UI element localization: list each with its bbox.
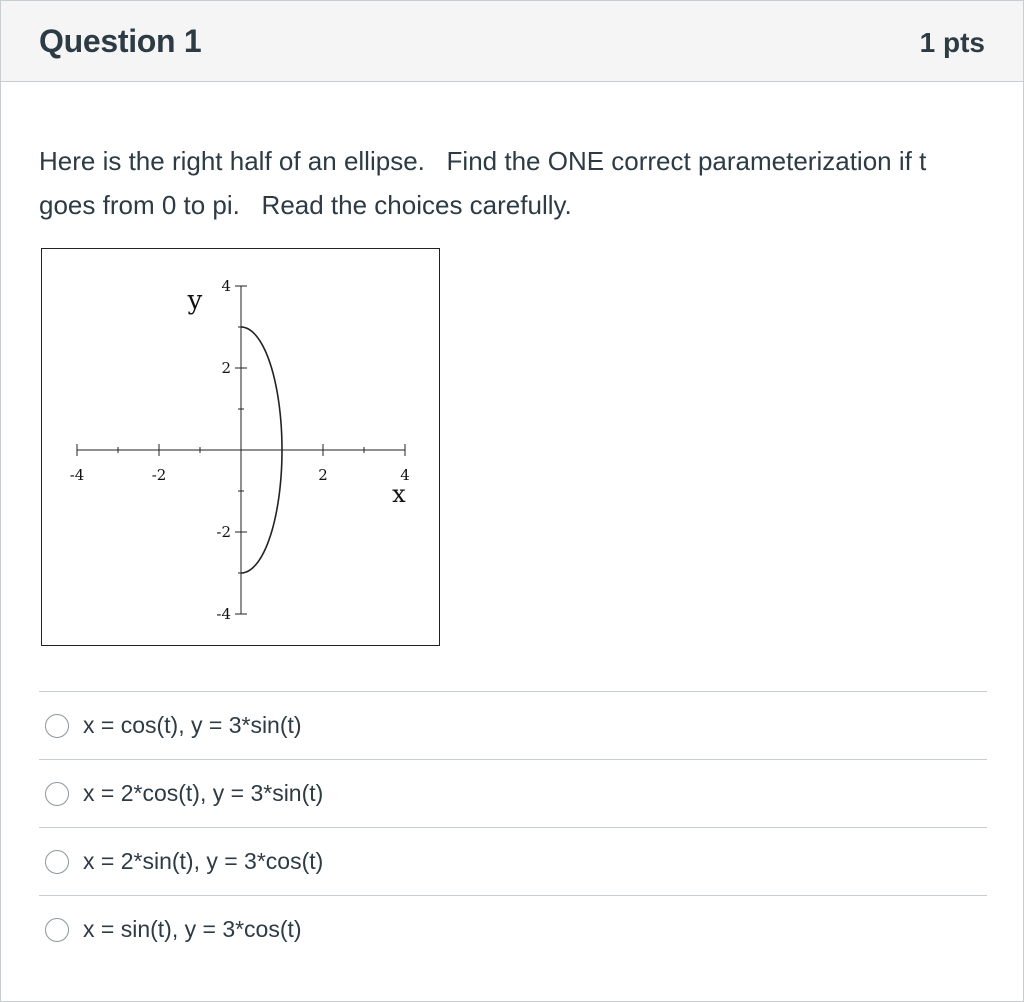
x-axis-label: x — [392, 480, 406, 508]
answer-option[interactable] — [39, 827, 987, 895]
answer-option[interactable] — [39, 895, 987, 963]
x-tick-label: 2 — [318, 466, 328, 484]
x-tick-label: -4 — [69, 466, 85, 484]
x-tick-label: 4 — [400, 466, 410, 484]
answer-label: x = 2*cos(t), y = 3*sin(t) — [83, 780, 324, 806]
radio-button[interactable] — [45, 714, 69, 738]
y-tick-label: 2 — [221, 359, 231, 377]
question-points: 1 pts — [919, 27, 985, 58]
answer-label: x = 2*sin(t), y = 3*cos(t) — [83, 848, 324, 874]
ellipse-plot-svg — [42, 249, 439, 645]
radio-button[interactable] — [45, 918, 69, 942]
question-header — [1, 1, 1023, 82]
y-tick-label: -4 — [216, 605, 231, 623]
answer-list — [39, 691, 987, 963]
x-tick-label: -2 — [151, 466, 167, 484]
answer-label: x = cos(t), y = 3*sin(t) — [83, 712, 302, 738]
radio-button[interactable] — [45, 782, 69, 806]
question-prompt: Here is the right half of an ellipse. Find the ONE correct parameterization if t goes from 0 to pi. Read the choices carefully. — [39, 146, 934, 220]
radio-button[interactable] — [45, 850, 69, 874]
y-axis-label: y — [187, 285, 203, 316]
y-tick-label: 4 — [221, 277, 231, 295]
answer-label: x = sin(t), y = 3*cos(t) — [83, 916, 302, 942]
answer-option[interactable] — [39, 759, 987, 827]
y-tick-label: -2 — [216, 523, 231, 541]
question-title: Question 1 — [39, 23, 202, 59]
ellipse-graph — [41, 248, 440, 646]
answer-option[interactable] — [39, 691, 987, 759]
